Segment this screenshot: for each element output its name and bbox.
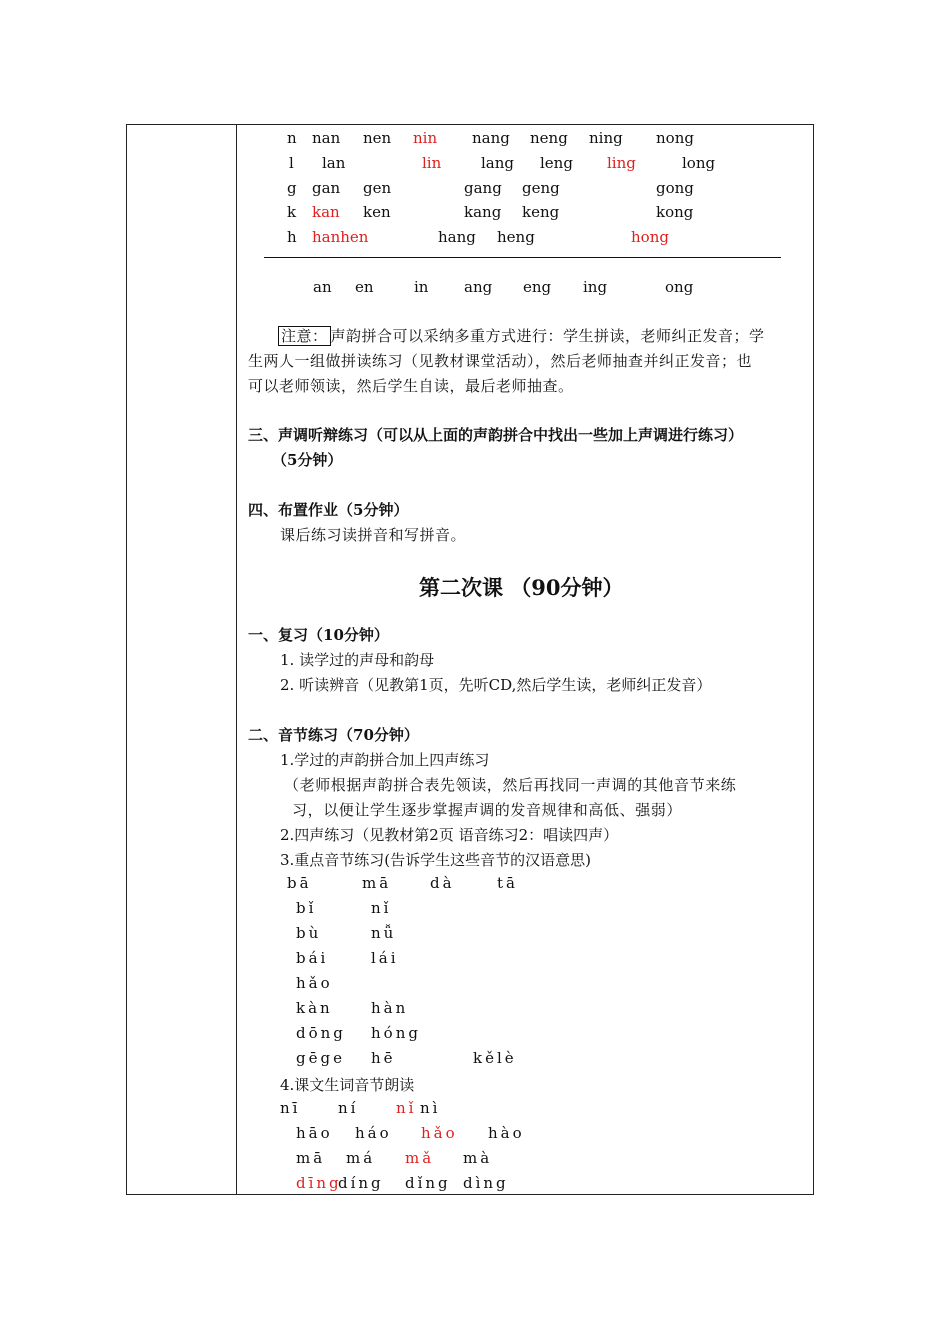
final-label: ong (665, 278, 694, 296)
key-syllable: tā (497, 874, 518, 892)
grid-initial: l (289, 154, 294, 172)
grid-syllable: nan (312, 129, 341, 147)
key-syllable: bǐ (296, 899, 317, 917)
grid-syllable: nong (656, 129, 694, 147)
note-line3: 可以老师领读，然后学生自读，最后老师抽查。 (248, 377, 574, 395)
grid-syllable: kong (656, 203, 694, 221)
key-syllable: dà (430, 874, 455, 892)
syllables-item3: 3.重点音节练习(告诉学生这些音节的汉语意思) (280, 851, 592, 869)
vocab-syllable: dīng (296, 1174, 342, 1192)
syllables-item1-note-a: （老师根据声韵拼合表先领读，然后再找同一声调的其他音节来练 (284, 776, 737, 794)
vocab-syllable: mà (463, 1149, 493, 1167)
review-item-2: 2. 听读辨音（见教第1页，先听CD,然后学生读，老师纠正发音） (280, 676, 712, 694)
grid-rule (264, 257, 781, 258)
grid-initial: h (287, 228, 297, 246)
vocab-syllable: dǐng (405, 1174, 451, 1192)
key-syllable: dōng (296, 1024, 346, 1042)
vocab-syllable: ní (338, 1099, 359, 1117)
key-syllable: mā (362, 874, 392, 892)
vocab-syllable: nī (280, 1099, 301, 1117)
key-syllable: hàn (371, 999, 409, 1017)
key-syllable: nǚ (371, 924, 397, 942)
syllables-item1-note-b: 习，以便让学生逐步掌握声调的发音规律和高低、强弱） (292, 801, 683, 819)
key-syllable: nǐ (371, 899, 392, 917)
vocab-syllable: háo (355, 1124, 392, 1142)
grid-syllable: nin (413, 129, 438, 147)
key-syllable: bái (296, 949, 329, 967)
grid-syllable: nang (472, 129, 510, 147)
grid-syllable: gong (656, 179, 694, 197)
grid-initial: g (287, 179, 297, 197)
key-syllable: hǎo (296, 974, 333, 992)
grid-syllable: gang (464, 179, 502, 197)
final-label: ing (583, 278, 608, 296)
final-label: en (355, 278, 374, 296)
key-syllable: gēge (296, 1049, 345, 1067)
grid-syllable: hong (631, 228, 669, 246)
final-label: in (414, 278, 429, 296)
final-label: ang (464, 278, 493, 296)
note-label: 注意： (278, 326, 331, 346)
review-heading: 一、复习（10分钟） (248, 626, 389, 644)
section4-body: 课后练习读拼音和写拼音。 (280, 526, 467, 544)
key-syllable: hē (371, 1049, 396, 1067)
vocab-syllable: nì (420, 1099, 441, 1117)
vocab-syllable: hào (488, 1124, 525, 1142)
vocab-syllable: hǎo (421, 1124, 458, 1142)
grid-syllable: gan (312, 179, 341, 197)
final-label: an (313, 278, 332, 296)
key-syllable: kělè (473, 1049, 517, 1067)
syllables-heading: 二、音节练习（70分钟） (248, 726, 419, 744)
section4-heading: 四、布置作业（5分钟） (248, 501, 409, 519)
grid-syllable: lang (481, 154, 515, 172)
grid-syllable: hanhen (312, 228, 369, 246)
grid-syllable: keng (522, 203, 560, 221)
key-syllable: kàn (296, 999, 333, 1017)
key-syllable: bù (296, 924, 322, 942)
syllables-item4: 4.课文生词音节朗读 (280, 1076, 415, 1094)
grid-syllable: ling (607, 154, 636, 172)
key-syllable: lái (371, 949, 399, 967)
section3-duration: （5分钟） (272, 451, 343, 469)
section3-heading: 三、声调听辩练习（可以从上面的声韵拼合中找出一些加上声调进行练习） (248, 426, 744, 444)
grid-syllable: ning (589, 129, 623, 147)
note-line1 (278, 324, 808, 349)
grid-initial: n (287, 129, 297, 147)
vocab-syllable: dìng (463, 1174, 509, 1192)
grid-syllable: long (682, 154, 716, 172)
vocab-syllable: hāo (296, 1124, 333, 1142)
grid-syllable: gen (363, 179, 392, 197)
key-syllable: bā (287, 874, 312, 892)
note-line2: 生两人一组做拼读练习（见教材课堂活动），然后老师抽查并纠正发音；也 (248, 352, 753, 370)
grid-syllable: kang (464, 203, 502, 221)
grid-syllable: heng (497, 228, 535, 246)
grid-syllable: geng (522, 179, 560, 197)
vocab-syllable: nǐ (396, 1099, 417, 1117)
grid-syllable: kan (312, 203, 340, 221)
grid-syllable: neng (530, 129, 568, 147)
note-text1: 声韵拼合可以采纳多重方式进行：学生拼读，老师纠正发音；学 (330, 327, 765, 345)
grid-syllable: nen (363, 129, 392, 147)
column-divider (236, 124, 237, 1195)
grid-syllable: lan (322, 154, 346, 172)
vocab-syllable: má (346, 1149, 376, 1167)
grid-syllable: leng (540, 154, 573, 172)
syllables-item1: 1.学过的声韵拼合加上四声练习 (280, 751, 490, 769)
vocab-syllable: díng (338, 1174, 384, 1192)
key-syllable: hóng (371, 1024, 421, 1042)
grid-initial: k (287, 203, 297, 221)
grid-syllable: hang (438, 228, 476, 246)
syllables-item2: 2.四声练习（见教材第2页 语音练习2：唱读四声） (280, 826, 619, 844)
vocab-syllable: mǎ (405, 1149, 435, 1167)
grid-syllable: lin (422, 154, 442, 172)
final-label: eng (523, 278, 552, 296)
grid-syllable: ken (363, 203, 391, 221)
vocab-syllable: mā (296, 1149, 326, 1167)
lesson2-title: 第二次课 （90分钟） (419, 575, 624, 600)
review-item-1: 1. 读学过的声母和韵母 (280, 651, 435, 669)
